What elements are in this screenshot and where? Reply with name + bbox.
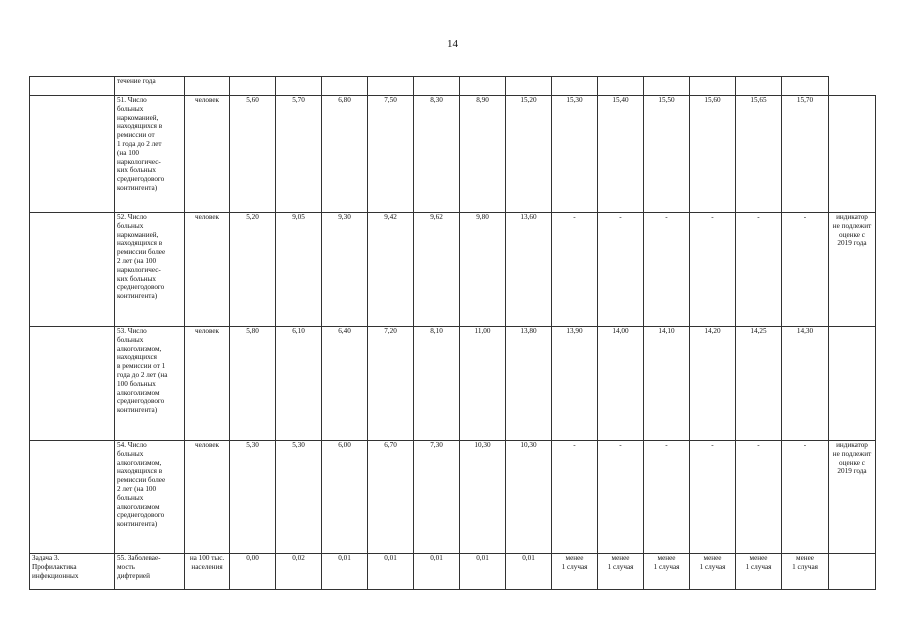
value-cell-text: 0,01 <box>476 554 489 562</box>
value-cell <box>644 96 690 213</box>
table-row <box>30 441 876 554</box>
value-cell-text: 6,10 <box>292 327 305 335</box>
value-cell <box>276 213 322 327</box>
value-cell-text: 5,80 <box>246 327 259 335</box>
note-cell <box>829 96 876 213</box>
value-cell-text: - <box>757 441 760 449</box>
value-cell-text: - <box>803 213 807 221</box>
unit-cell-text: на 100 тыс. населения <box>189 554 225 571</box>
value-cell <box>598 96 644 213</box>
value-cell <box>506 327 552 441</box>
value-cell <box>736 441 782 554</box>
task-cell <box>30 441 115 554</box>
value-cell <box>690 327 736 441</box>
value-cell <box>690 96 736 213</box>
value-cell <box>322 96 368 213</box>
value-cell-text: - <box>711 213 714 221</box>
value-cell-text: 15,65 <box>750 96 767 104</box>
indicators-table <box>29 76 876 590</box>
continuation-text: течение года <box>115 77 185 96</box>
table-row <box>30 96 876 213</box>
value-cell <box>782 96 829 213</box>
value-cell-text: 9,05 <box>292 213 305 221</box>
indicator-cell <box>115 96 185 213</box>
value-cell-text: 5,60 <box>246 96 259 104</box>
table-row <box>30 554 876 590</box>
unit-cell <box>185 554 230 590</box>
value-cell-text: - <box>573 213 576 221</box>
value-cell <box>644 213 690 327</box>
value-cell <box>276 441 322 554</box>
note-cell-text: индикатор не подлежит оценке с 2019 года <box>832 213 872 248</box>
value-cell-text: менее 1 случая <box>561 554 588 571</box>
value-cell-text: 5,70 <box>292 96 305 104</box>
value-cell <box>552 213 598 327</box>
unit-cell-text: человек <box>194 441 220 449</box>
value-cell <box>506 213 552 327</box>
indicator-cell-text: 52. Число больных наркоманией, находящихся в ремиссии более 2 лет (на 100 наркологичес- ких больных среднегодового контингента) <box>117 213 166 301</box>
task-cell <box>30 213 115 327</box>
value-cell-text: 14,30 <box>796 327 814 335</box>
indicator-cell-text: 54. Число больных алкоголизмом, находящихся в ремиссии более 2 лет (на 100 больных алкоголизмом среднегодового контингента) <box>117 441 166 529</box>
value-cell <box>276 96 322 213</box>
value-cell <box>460 327 506 441</box>
value-cell <box>368 441 414 554</box>
indicator-cell <box>115 213 185 327</box>
value-cell <box>322 554 368 590</box>
value-cell <box>690 213 736 327</box>
value-cell-text: - <box>803 441 807 449</box>
indicator-cell-text: 53. Число больных алкоголизмом, находящихся в ремиссии от 1 года до 2 лет (на 100 больных алкоголизмом среднегодового контингента) <box>117 327 168 415</box>
value-cell <box>230 441 276 554</box>
value-cell <box>368 96 414 213</box>
value-cell <box>644 327 690 441</box>
task-cell <box>30 554 115 590</box>
unit-cell <box>185 441 230 554</box>
value-cell-text: 7,30 <box>430 441 443 449</box>
value-cell <box>414 441 460 554</box>
value-cell-text: - <box>665 213 668 221</box>
value-cell-text: 15,40 <box>612 96 629 104</box>
value-cell-text: менее 1 случая <box>699 554 726 571</box>
value-cell <box>552 441 598 554</box>
value-cell <box>230 327 276 441</box>
unit-cell <box>185 327 230 441</box>
value-cell <box>276 327 322 441</box>
value-cell-text: 0,01 <box>430 554 443 562</box>
unit-cell-text: человек <box>194 96 220 104</box>
value-cell <box>322 441 368 554</box>
value-cell-text: 15,70 <box>796 96 814 104</box>
task-cell <box>30 96 115 213</box>
value-cell <box>552 96 598 213</box>
value-cell <box>506 554 552 590</box>
value-cell <box>782 554 829 590</box>
value-cell <box>736 554 782 590</box>
value-cell <box>276 554 322 590</box>
value-cell <box>506 96 552 213</box>
value-cell-text: - <box>573 441 576 449</box>
value-cell-text: 15,50 <box>658 96 675 104</box>
value-cell-text: 7,20 <box>384 327 397 335</box>
value-cell-text: - <box>711 441 714 449</box>
value-cell <box>368 554 414 590</box>
table-row <box>30 327 876 441</box>
note-cell <box>829 213 876 327</box>
value-cell-text: 9,30 <box>338 213 351 221</box>
value-cell-text: 7,50 <box>384 96 397 104</box>
value-cell-text: 5,30 <box>292 441 305 449</box>
value-cell-text: 0,01 <box>384 554 397 562</box>
value-cell <box>782 213 829 327</box>
note-cell <box>829 327 876 441</box>
value-cell-text: 5,20 <box>246 213 259 221</box>
value-cell-text: 13,90 <box>566 327 583 335</box>
table-row <box>30 213 876 327</box>
value-cell <box>414 213 460 327</box>
value-cell <box>322 213 368 327</box>
unit-cell <box>185 96 230 213</box>
value-cell-text: 13,80 <box>520 327 537 335</box>
value-cell <box>598 554 644 590</box>
value-cell <box>414 96 460 213</box>
value-cell <box>460 96 506 213</box>
value-cell-text: 15,20 <box>520 96 537 104</box>
indicator-cell-text: 51. Число больных наркоманией, находящихся в ремиссии от 1 года до 2 лет (на 100 наркологичес- ких больных среднегодового контингента) <box>117 96 165 192</box>
value-cell <box>598 213 644 327</box>
indicator-cell <box>115 554 185 590</box>
value-cell <box>552 554 598 590</box>
value-cell-text: 8,10 <box>430 327 443 335</box>
value-cell-text: 10,30 <box>520 441 537 449</box>
value-cell-text: - <box>619 213 622 221</box>
value-cell <box>414 327 460 441</box>
value-cell-text: менее 1 случая <box>607 554 634 571</box>
value-cell-text: 8,30 <box>430 96 443 104</box>
value-cell-text: 6,70 <box>384 441 397 449</box>
value-cell <box>230 96 276 213</box>
task-cell-text: Задача 3. Профилактика инфекционных <box>32 554 79 580</box>
value-cell <box>690 441 736 554</box>
value-cell <box>782 327 829 441</box>
indicator-cell <box>115 327 185 441</box>
value-cell-text: 6,40 <box>338 327 351 335</box>
value-cell-text: 0,00 <box>246 554 259 562</box>
note-cell-text: индикатор не подлежит оценке с 2019 года <box>832 441 872 476</box>
value-cell <box>506 441 552 554</box>
value-cell <box>644 441 690 554</box>
value-cell-text: 0,01 <box>522 554 535 562</box>
value-cell-text: 15,60 <box>704 96 721 104</box>
value-cell-text: 14,00 <box>612 327 629 335</box>
value-cell-text: 0,01 <box>338 554 351 562</box>
value-cell-text: 6,00 <box>338 441 351 449</box>
value-cell <box>736 327 782 441</box>
value-cell-text: - <box>665 441 668 449</box>
value-cell-text: 0,02 <box>292 554 305 562</box>
value-cell-text: 9,62 <box>430 213 443 221</box>
value-cell <box>460 441 506 554</box>
value-cell <box>230 554 276 590</box>
value-cell <box>230 213 276 327</box>
value-cell <box>782 441 829 554</box>
note-cell <box>829 554 876 590</box>
value-cell-text: менее 1 случая <box>745 554 772 571</box>
value-cell <box>552 327 598 441</box>
value-cell <box>414 554 460 590</box>
value-cell <box>322 327 368 441</box>
value-cell <box>368 327 414 441</box>
value-cell-text: 11,00 <box>474 327 491 335</box>
table-row-continuation <box>30 77 876 96</box>
value-cell <box>460 213 506 327</box>
value-cell-text: 8,90 <box>476 96 489 104</box>
value-cell-text: - <box>619 441 622 449</box>
value-cell <box>460 554 506 590</box>
value-cell-text: 6,80 <box>338 96 351 104</box>
unit-cell-text: человек <box>194 327 220 335</box>
task-cell <box>30 327 115 441</box>
indicator-cell-text: 55. Заболевае- мость дифтерией <box>117 554 161 580</box>
task-cell-empty <box>30 77 115 96</box>
value-cell <box>368 213 414 327</box>
value-cell <box>736 96 782 213</box>
value-cell <box>736 213 782 327</box>
page-number: 14 <box>447 38 458 50</box>
value-cell-text: 14,20 <box>704 327 721 335</box>
unit-cell <box>185 213 230 327</box>
value-cell <box>598 327 644 441</box>
note-cell <box>829 441 876 554</box>
value-cell <box>598 441 644 554</box>
value-cell-text: 15,30 <box>566 96 583 104</box>
unit-cell-text: человек <box>194 213 220 221</box>
value-cell-text: 9,80 <box>476 213 489 221</box>
indicator-cell <box>115 441 185 554</box>
value-cell <box>690 554 736 590</box>
value-cell-text: - <box>757 213 760 221</box>
value-cell-text: менее 1 случая <box>792 554 818 571</box>
value-cell <box>644 554 690 590</box>
value-cell-text: 14,10 <box>658 327 675 335</box>
value-cell-text: 5,30 <box>246 441 259 449</box>
value-cell-text: менее 1 случая <box>653 554 680 571</box>
value-cell-text: 9,42 <box>384 213 397 221</box>
value-cell-text: 14,25 <box>750 327 767 335</box>
value-cell-text: 10,30 <box>474 441 491 449</box>
value-cell-text: 13,60 <box>520 213 537 221</box>
